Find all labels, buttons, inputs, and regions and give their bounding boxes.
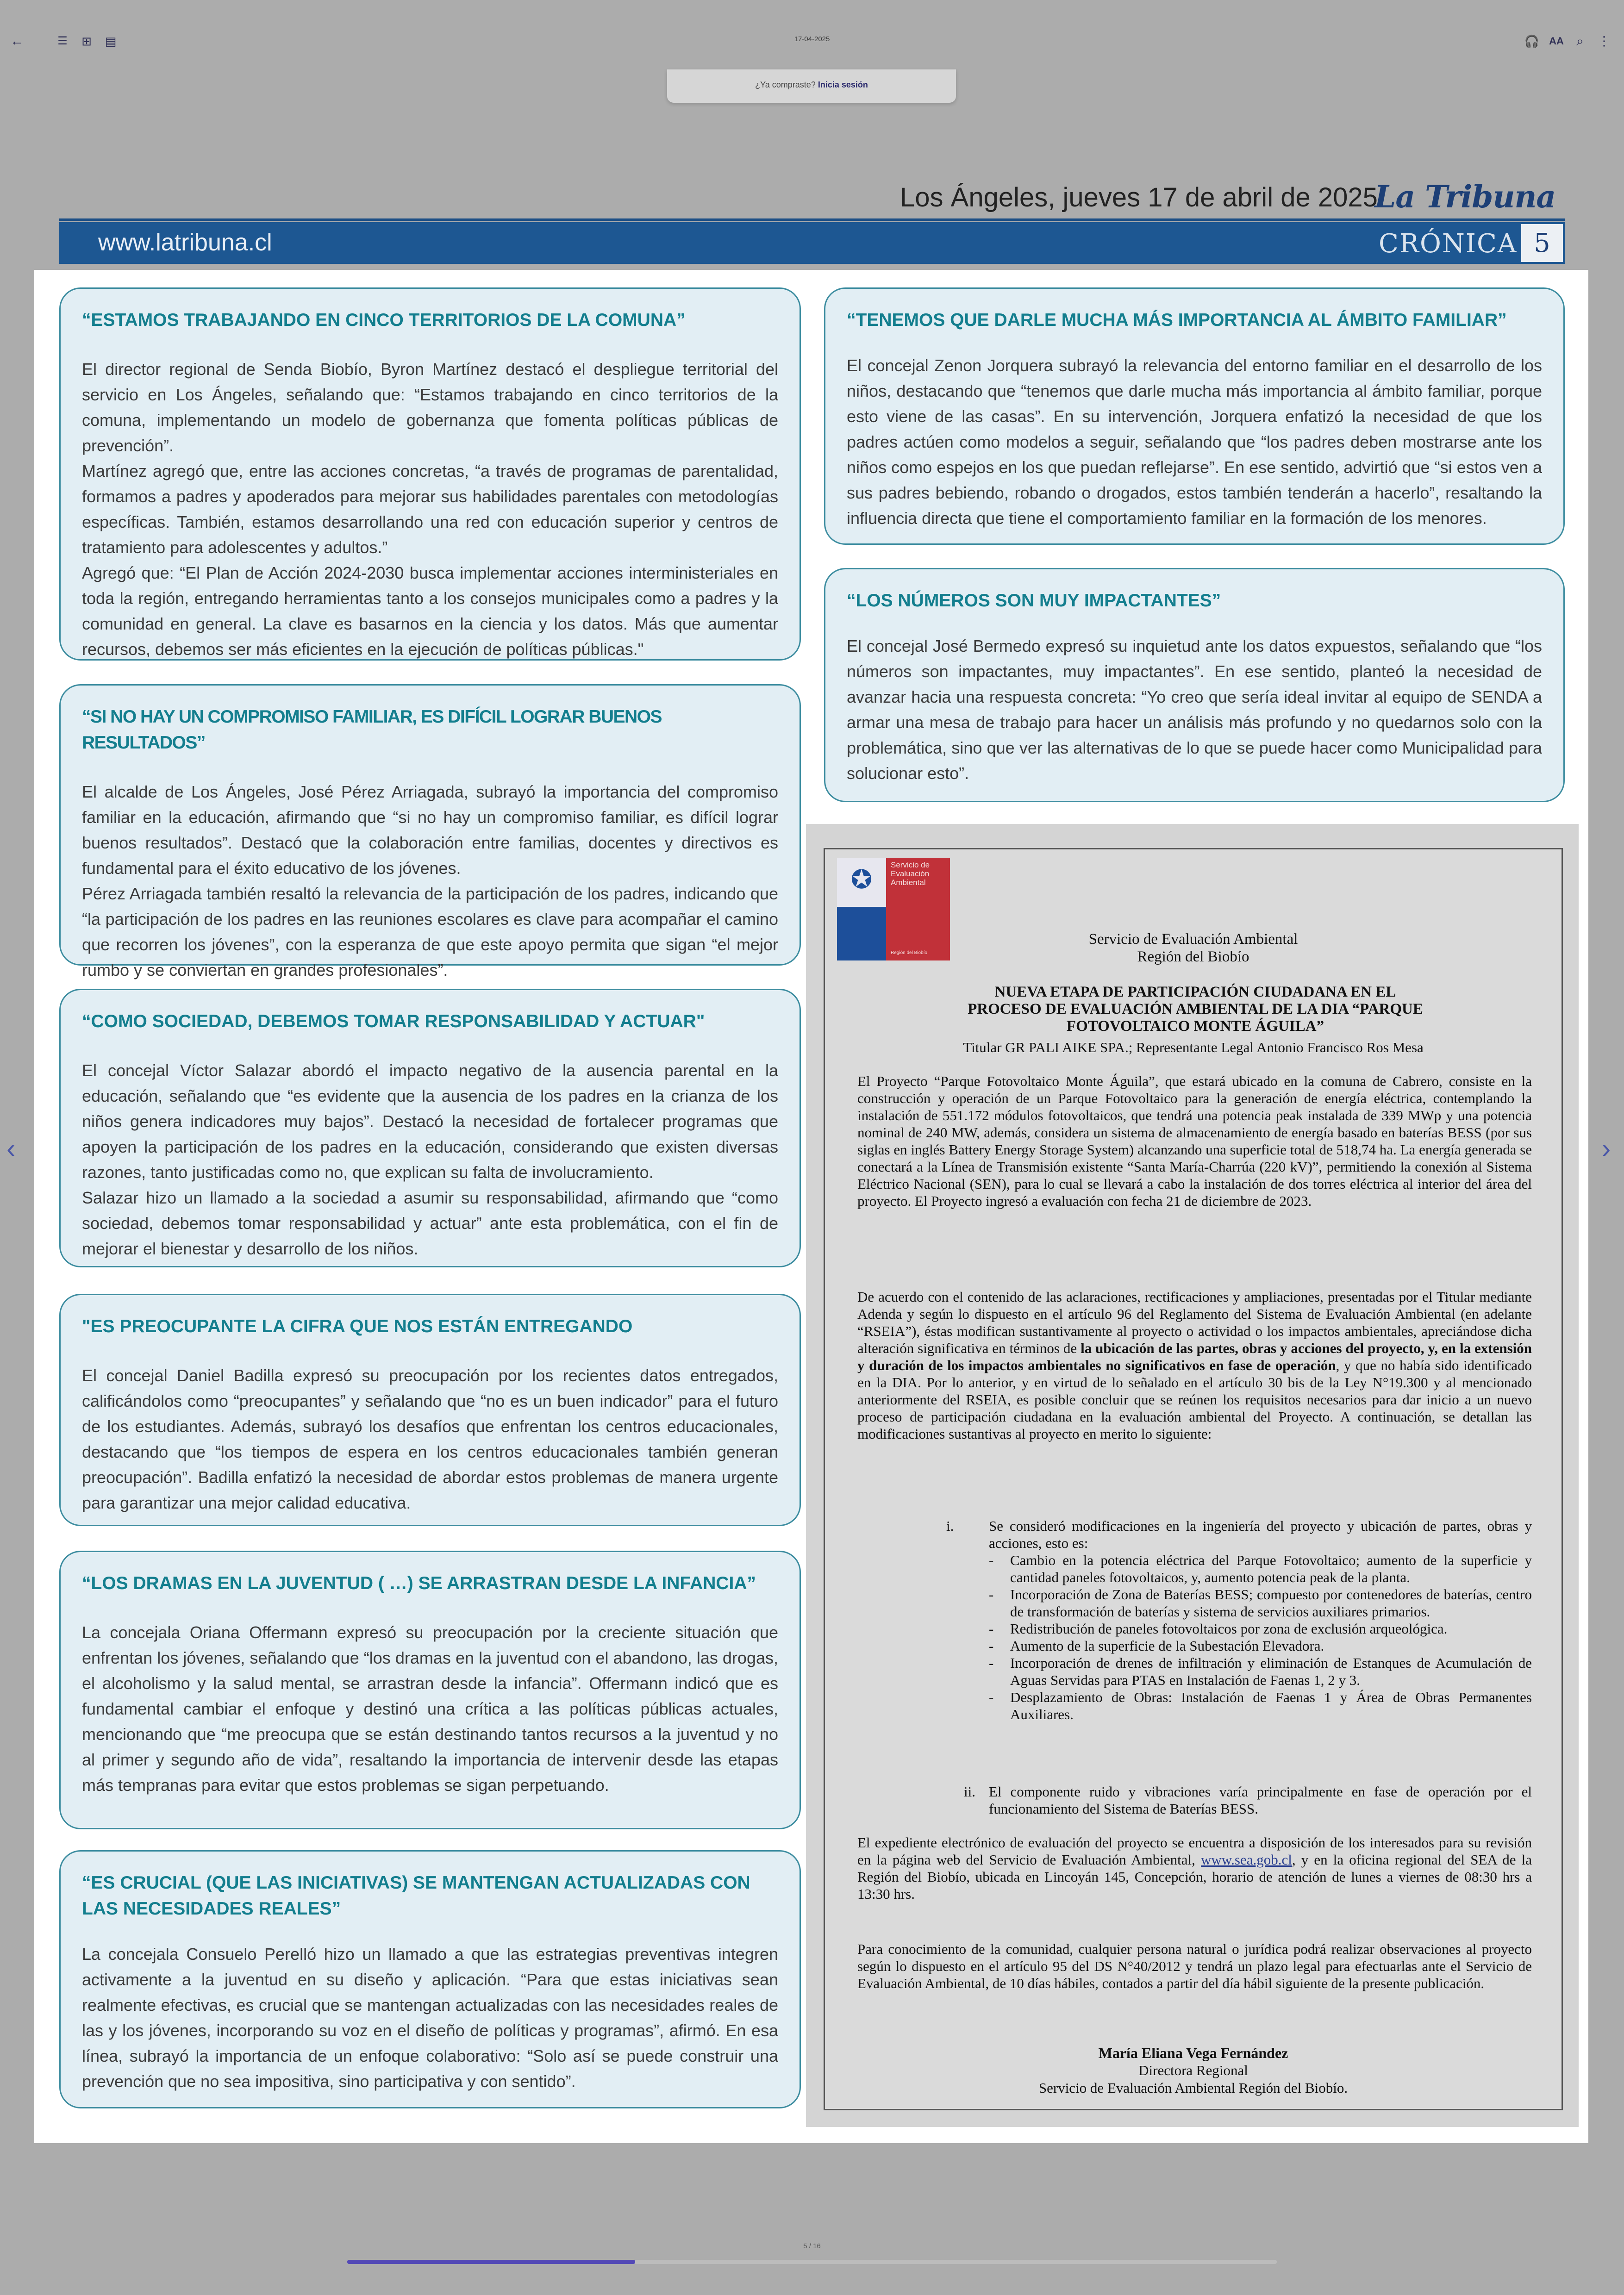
previous-page-arrow[interactable]: ‹ [6, 1134, 16, 1164]
notice-region: Región del Biobío [1137, 948, 1249, 965]
page-number: 5 [1519, 222, 1565, 264]
quote-paragraph: Martínez agregó que, entre las acciones concretas, “a través de programas de parentalidad, formamos a padres y apoderados para mejorar sus habilidades parentales con metodologías específicas. También, estamos desarrollando una red con educación superior y centros de tratamiento para adolescentes y adultos.” [82, 461, 778, 557]
list-numeral: ii. [964, 1784, 975, 1800]
quote-paragraph: La concejala Oriana Offermann expresó su preocupación por la creciente situación que enfrentan los jóvenes, señalando que “los dramas en la juventud con el abandono, las drogas, el alcoholismo y la salud mental, se arrastran desde la infancia”. Offermann indicó que es fundamental cambiar el enfoque y destinó una crítica a las políticas públicas actuales, mencionando que “me preocupa que se están destinando tantos recursos a la juventud y no al primer y segundo año de vida”, resaltando la importancia de intervenir desde las etapas más tempranas para evitar que estos problemas se sigan perpetuando. [82, 1623, 778, 1795]
sub-list-item [989, 1637, 1532, 1654]
sub-list-text: Incorporación de Zona de Baterías BESS; compuesto por contenedores de baterías, centro de transformación de baterías y sistema de servicios auxiliares primarios. [1010, 1586, 1532, 1620]
more-options-icon[interactable]: ⋮ [1598, 34, 1611, 48]
quote-box [59, 1850, 801, 2108]
quote-box [59, 684, 801, 979]
sub-list-item [989, 1620, 1532, 1637]
quote-paragraph: El concejal Zenon Jorquera subrayó la relevancia del entorno familiar en el desarrollo de los niños, destacando que “tenemos que darle mucha más importancia al ámbito familiar, porque esto viene de las casas”. En su intervención, Jorquera enfatizó la necesidad de que los padres actúen como modelos a seguir, señalando que “los padres deben mostrarse ante los niños como espejos en los que puedan reflejarse”. En ese sentido, advirtió que “si estos ven a sus padres bebiendo, robando o drogados, estos también tenderán a hacerlo”, resaltando la influencia directa que tiene el comportamiento familiar en la formación de los menores. [847, 356, 1542, 528]
quote-paragraph: Agregó que: “El Plan de Acción 2024-2030 busca implementar acciones interministeriales en toda la región, entregando herramientas tanto a los consejos municipales como a padres y la comunidad en general. La clave es basarnos en la ciencia y los datos. Más que aumentar recursos, debemos ser más eficientes en la ejecución de políticas públicas." [82, 563, 778, 659]
login-prompt [667, 69, 956, 103]
notice-paragraph [857, 1834, 1532, 1902]
header-rule [59, 218, 1565, 221]
sub-list-item [989, 1654, 1532, 1689]
notice-text: , y en la oficina regional del SEA de la Región del Biobío, ubicada en Lincoyán 145, Concepción, horario de atención de lunes a viernes de 08:30 hrs a 13:30 hrs. [857, 1852, 1532, 1902]
dash-bullet: - [989, 1586, 994, 1603]
quote-title: “ES CRUCIAL (QUE LAS INICIATIVAS) SE MANTENGAN ACTUALIZADAS CON LAS NECESIDADES REALES” [82, 1873, 750, 1919]
quote-box [59, 1551, 801, 1829]
sub-list-text: Cambio en la potencia eléctrica del Parque Fotovoltaico; aumento de la superficie y cantidad paneles fotovoltaicos, y, aumento potencia peak de la planta. [1010, 1552, 1532, 1585]
notice-paragraph [857, 1288, 1532, 1442]
quote-paragraph: El alcalde de Los Ángeles, José Pérez Arriagada, subrayó la importancia del compromiso familiar en la educación, afirmando que “si no hay un compromiso familiar, es difícil lograr buenos resultados”. Destacó que la colaboración entre familias, docentes y directivos es fundamental para el éxito educativo de los jóvenes. [82, 782, 778, 878]
back-arrow-icon[interactable]: ← [10, 33, 24, 49]
grid-view-icon[interactable]: ⊞ [81, 34, 92, 48]
quote-paragraph: Salazar hizo un llamado a la sociedad a asumir su responsabilidad, afirmando que “como sociedad, debemos tomar responsabilidad y actuar” ante esta problemática, con el fin de mejorar el bienestar y desarrollo de los niños. [82, 1188, 778, 1258]
notice-text: De acuerdo con el contenido de las aclaraciones, rectificaciones y ampliaciones, presentadas por el Titular mediante Adenda y según lo dispuesto en el artículo 96 del Reglamento del Sistema de Evaluación Ambiental (en adelante “RSEIA”), éstas modifican sustantivamente al proyecto o actividad o los impactos ambientales, apreciándose dicha alteración significativa en términos de [857, 1289, 1532, 1356]
list-view-icon[interactable]: ☰ [57, 35, 68, 47]
quote-paragraph: El concejal Víctor Salazar abordó el impacto negativo de la ausencia parental en la educación, señalando que “es evidente que la ausencia de los padres en la crianza de los niños genera indicadores muy bajos”. Destacó la necesidad de fortalecer programas que apoyen la participación de los padres en la educación, considerando que existen diversas razones, tanto justificadas como no, que explican su falta de involucramiento. [82, 1061, 778, 1182]
notice-paragraph: Para conocimiento de la comunidad, cualquier persona natural o jurídica podrá realizar observaciones al proyecto según lo dispuesto en el artículo 95 del DS N°40/2012 y tendrá un plazo legal para efectuarlas ante el Servicio de Evaluación Ambiental, de 10 días hábiles, contados a partir del día hábil siguiente de la presente publicación. [857, 1941, 1532, 1991]
page-counter: 5 / 16 [803, 2242, 821, 2250]
quote-paragraph: Pérez Arriagada también resaltó la relevancia de la participación de los padres, indicando que “la participación de los padres en las reuniones escolares es clave para acompañar el camino que recorren los jóvenes”, con la esperanza de que este apoyo permita que sigan “el mejor rumbo y se conviertan en grandes profesionales”. [82, 884, 778, 979]
login-prompt-text: ¿Ya compraste? [755, 80, 816, 89]
quote-box [824, 568, 1565, 802]
notice-list-item: El componente ruido y vibraciones varía principalmente en fase de operación por el funcionamiento del Sistema de Baterías BESS. [989, 1784, 1532, 1817]
signer-name: María Eliana Vega Fernández [1098, 2045, 1288, 2061]
notice-headline: NUEVA ETAPA DE PARTICIPACIÓN CIUDADANA EN EL PROCESO DE EVALUACIÓN AMBIENTAL DE LA DIA “PARQUE FOTOVOLTAICO MONTE ÁGUILA” [968, 984, 1423, 1035]
quote-title: “LOS NÚMEROS SON MUY IMPACTANTES” [847, 591, 1221, 611]
dash-bullet: - [989, 1655, 994, 1671]
sub-list-text: Aumento de la superficie de la Subestación Elevadora. [1010, 1638, 1324, 1654]
public-notice-ad [806, 824, 1579, 2127]
newspaper-url: www.latribuna.cl [98, 229, 272, 256]
notice-sub-list [989, 1552, 1532, 1723]
dash-bullet: - [989, 1552, 994, 1568]
quote-title: “TENEMOS QUE DARLE MUCHA MÁS IMPORTANCIA AL ÁMBITO FAMILIAR” [847, 310, 1507, 330]
dash-bullet: - [989, 1621, 994, 1637]
sub-list-text: Desplazamiento de Obras: Instalación de Faenas 1 y Área de Obras Permanentes Auxiliares. [1010, 1689, 1532, 1722]
signer-org: Servicio de Evaluación Ambiental Región del Biobío. [1038, 2080, 1348, 2096]
quote-title: “ESTAMOS TRABAJANDO EN CINCO TERRITORIOS DE LA COMUNA” [82, 310, 686, 330]
notice-bold-text: la ubicación de las partes, obras y acciones del proyecto, y, en la extensión y duración de los impactos ambientales no significativos en fase de operación [857, 1340, 1532, 1373]
section-name: CRÓNICA [1379, 229, 1518, 259]
notice-list-item: Se consideró modificaciones en la ingeniería del proyecto y ubicación de partes, obras y acciones, esto es: [989, 1518, 1532, 1551]
quote-box [59, 1294, 801, 1526]
article-view-icon[interactable]: ▤ [105, 34, 117, 48]
quote-title: “LOS DRAMAS EN LA JUVENTUD ( …) SE ARRASTRAN DESDE LA INFANCIA” [82, 1573, 756, 1593]
edition-date: 17-04-2025 [794, 35, 830, 43]
search-icon[interactable]: ⌕ [1576, 34, 1584, 48]
quote-paragraph: El director regional de Senda Biobío, Byron Martínez destacó el despliegue territorial del servicio en Los Ángeles, señalando que: “Estamos trabajando en cinco territorios de la comuna, implementando un modelo de gobernanza que fomenta políticas públicas de prevención”. [82, 360, 778, 455]
next-page-arrow[interactable]: › [1602, 1134, 1611, 1164]
dash-bullet: - [989, 1689, 994, 1705]
list-numeral: i. [946, 1518, 954, 1534]
quote-title: “SI NO HAY UN COMPROMISO FAMILIAR, ES DIFÍCIL LOGRAR BUENOS RESULTADOS” [82, 707, 662, 753]
headphones-icon[interactable]: 🎧 [1524, 34, 1540, 48]
notice-text: , y que no había sido identificado en la DIA. Por lo anterior, y en virtud de lo señalado en el artículo 30 bis de la Ley N°19.300 y al mencionado anteriormente del RSEIA, es posible concluir que se reúnen los requisitos necesarios para dar inicio a un nuevo proceso de participación ciudadana en la evaluación ambiental del Proyecto. A continuación, se detallan las modificaciones sustantivas al proyecto en merito lo siguiente: [857, 1357, 1532, 1442]
progress-fill [347, 2260, 635, 2264]
sub-list-item [989, 1586, 1532, 1620]
quote-paragraph: El concejal Daniel Badilla expresó su preocupación por los recientes datos entregados, calificándolos como “preocupantes” y señalando que “no es un buen indicador” para el futuro de los estudiantes. Además, subrayó los desafíos que enfrentan los centros educacionales, destacando que “los tiempos de espera en los centros educacionales también generan preocupación”. Badilla enfatizó la necesidad de abordar estos problemas de manera urgente para garantizar una mejor calidad educativa. [82, 1366, 778, 1512]
login-link[interactable]: Inicia sesión [818, 80, 868, 89]
notice-titular: Titular GR PALI AIKE SPA.; Representante Legal Antonio Francisco Ros Mesa [963, 1039, 1424, 1055]
sub-list-item [989, 1552, 1532, 1586]
notice-frame [824, 848, 1563, 2110]
quote-box [59, 989, 801, 1267]
quote-paragraph: La concejala Consuelo Perelló hizo un llamado a que las estrategias preventivas integren activamente a la juventud en su diseño y aplicación. “Para que estas iniciativas sean realmente efectivas, es crucial que se mantengan actualizadas con las necesidades reales de las y los jóvenes, incorporando su voz en el diseño de políticas y programas”, afirmó. En esa línea, subrayó la importancia de un enfoque colaborativo: “Solo así se puede construir una prevención que no sea impositiva, sino participativa y con sentido”. [82, 1945, 778, 2091]
logo-text: Servicio de Evaluación Ambiental [891, 861, 930, 887]
quote-box [59, 287, 801, 661]
sea-website-link[interactable]: www.sea.gob.cl [1200, 1852, 1292, 1868]
sub-list-text: Redistribución de paneles fotovoltaicos por zona de exclusión arqueológica. [1010, 1621, 1448, 1637]
sub-list-item [989, 1689, 1532, 1723]
quote-title: “COMO SOCIEDAD, DEBEMOS TOMAR RESPONSABILIDAD Y ACTUAR" [82, 1011, 705, 1031]
quote-paragraph: El concejal José Bermedo expresó su inquietud ante los datos expuestos, señalando que “los números son impactantes, muy impactantes”. En ese sentido, planteó la necesidad de avanzar hacia una respuesta concreta: “Yo creo que sería ideal invitar al equipo de SENDA a armar una mesa de trabajo para hacer un análisis más profundo y no quedarnos solo con la problemática, sino que ver las alternativas de lo que se puede hacer como Municipalidad para solucionar esto”. [847, 636, 1542, 783]
notice-org: Servicio de Evaluación Ambiental [1088, 931, 1298, 948]
sub-list-text: Incorporación de drenes de infiltración y eliminación de Estanques de Acumulación de Aguas Servidas para PTAS en Instalación de Faenas 1, 2 y 3. [1010, 1655, 1532, 1688]
header-bar [59, 222, 1565, 264]
notice-text: El expediente electrónico de evaluación del proyecto se encuentra a disposición de los interesados para su revisión en la página web del Servicio de Evaluación Ambiental, [857, 1834, 1532, 1868]
newspaper-dateline: Los Ángeles, jueves 17 de abril de 2025 [900, 182, 1378, 212]
quote-title: "ES PREOCUPANTE LA CIFRA QUE NOS ESTÁN ENTREGANDO [82, 1316, 633, 1336]
dash-bullet: - [989, 1638, 994, 1654]
notice-paragraph: El Proyecto “Parque Fotovoltaico Monte Águila”, que estará ubicado en la comuna de Cabrero, consiste en la construcción y operación de un Parque Fotovoltaico para la generación de energía eléctrica, contemplando la instalación de 551.172 módulos fotovoltaicos, que tendrá una potencia peak instalada de 339 MWp y una potencia nominal de 240 MW, además, considera un sistema de almacenamiento de energía basado en baterías BESS (por sus siglas en inglés Battery Energy Storage System) alcanzando una superficie total de 518,74 ha. La energía generada se conectará a la Línea de Transmisión existente “Santa María-Charrúa (220 kV)”, permitiendo la conexión al Sistema Eléctrico Nacional (SEN), para lo cual se llevará a cabo la instalación de dos torres eléctrica al interior del área del proyecto. El Proyecto ingresó a evaluación con fecha 21 de diciembre de 2023. [857, 1073, 1532, 1209]
font-size-button[interactable]: AA [1549, 35, 1564, 47]
coat-of-arms-icon: ✪ [850, 865, 873, 894]
reading-progress-bar[interactable] [347, 2260, 1277, 2264]
signer-role: Directora Regional [1138, 2062, 1248, 2078]
newspaper-logo: La Tribuna [1374, 179, 1556, 215]
logo-region: Región del Biobío [891, 950, 927, 955]
quote-box [824, 287, 1565, 545]
